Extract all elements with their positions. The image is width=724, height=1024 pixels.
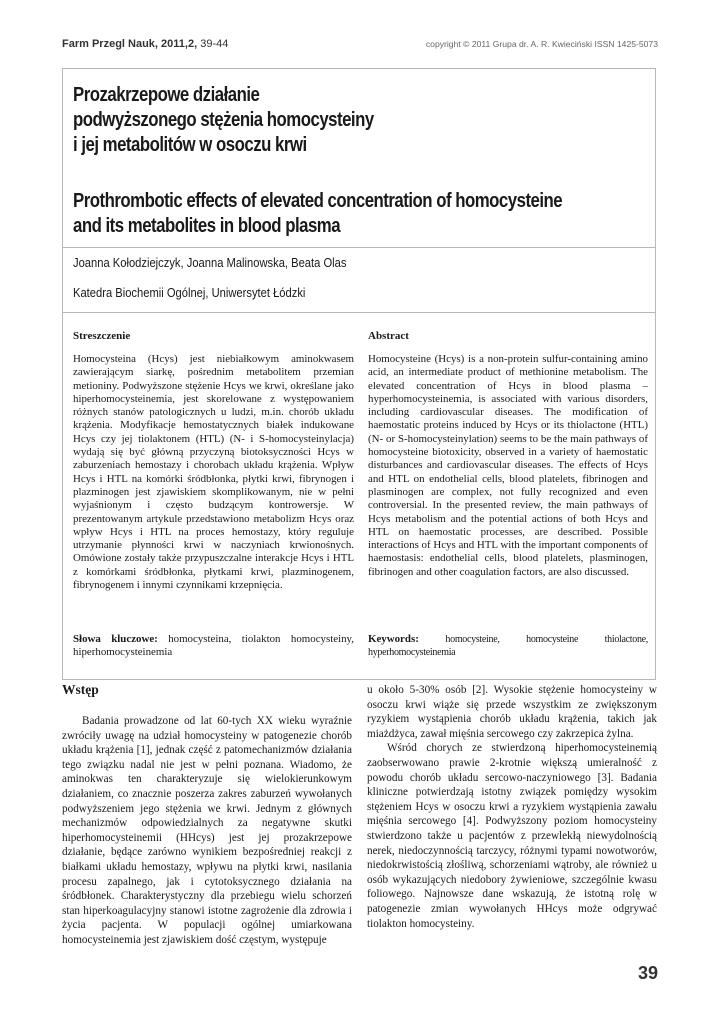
abstract-heading: Abstract	[368, 330, 409, 342]
page-range: 39-44	[200, 38, 229, 50]
title-polish-line: Prozakrzepowe działanie	[73, 84, 260, 106]
journal-citation	[62, 38, 228, 50]
abstract-body: Homocysteine (Hcys) is a non-protein sulfur-containing amino acid, an intermediate product of methionine metabolism. The elevated concentration of Hcys in blood plasma – hyperhomocysteinemia, is associated with various disorders, including cardiovascular diseases. The modification of haemostatic proteins induced by Hcys or its thiolactone (HTL) (N- or S-homocysteinylation) seems to be the main pathways of homocysteine biotoxicity, observed in a variety of haemostatic disturbances and cardiovascular diseases. The effects of Hcys and HTL on endothelial cells, blood platelets, fibrinogen and plasminogen are complex, not fully recognized and even controversial. In the presented review, the main pathways of Hcys metabolism and the potential actions of both Hcys and HTL on haemostatic processes, are described. Possible interactions of Hcys and HTL with the important components of haemostasis: endothelial cells, blood platelets, plasminogen, fibrinogen and other coagulation factors, are also discussed.	[368, 353, 648, 578]
section-heading-intro: Wstęp	[62, 682, 99, 697]
title-polish	[73, 83, 627, 158]
keywords-label: Słowa kluczowe:	[73, 633, 158, 645]
streszczenie-keywords	[73, 633, 354, 660]
body-column-right	[367, 683, 657, 931]
affiliation: Katedra Biochemii Ogólnej, Uniwersytet Łódzki	[73, 285, 306, 300]
paragraph: u około 5-30% osób [2]. Wysokie stężenie homocysteiny w osoczu krwi wiąże się przede wszystkim ze zwiększonym ryzykiem wystąpienia chorób układu krążenia, takich jak miażdżyca, zawał mięśnia sercowego czy zakrzepica żylna.	[367, 684, 657, 740]
page-number: 39	[637, 963, 658, 983]
streszczenie-heading: Streszczenie	[73, 330, 131, 342]
title-polish-line: podwyższonego stężenia homocysteiny	[73, 109, 374, 131]
title-english	[73, 189, 644, 239]
divider	[63, 312, 655, 313]
abstract-keywords	[368, 633, 648, 660]
keywords-text: homocysteina, tiolakton homocysteiny, hiperhomocysteinemia	[73, 633, 355, 659]
streszczenie-body: Homocysteina (Hcys) jest niebiałkowym aminokwasem zawierającym siarkę, pośrednim metabolitem przemian metioniny. Podwyższone stężenie Hcys we krwi, określane jako hiperhomocysteinemia, jest skorelowane z występowaniem różnych stanów patologicznych u ludzi, m.in. chorób układu krążenia. Modyfikacje hemostatycznych białek indukowane Hcys czy jej tiolaktonem (HTL) (N- i S-homocysteinylacja) wydają się być główną przyczyną biotoksyczności Hcys w zaburzeniach hemostazy i chorobach układu krążenia. Wpływ Hcys i HTL na komórki śródbłonka, płytki krwi, fibrynogen i plazminogen jest zjawiskiem skomplikowanym, nie w pełni wyjaśnionym i często budzącym kontrowersje. W prezentowanym artykule przedstawiono metabolizm Hcys oraz wpływ Hcys i HTL na proces hemostazy, który reguluje utrzymanie płynności krwi w naczyniach krwionośnych. Omówione zostały także przypuszczalne interakcje Hcys i HTL z komórkami śródbłonka, płytkami krwi, plazminogenem, fibrynogenem i innymi czynnikami krzepnięcia.	[73, 353, 354, 592]
paragraph: Badania prowadzone od lat 60-tych XX wieku wyraźnie zwróciły uwagę na udział homocysteiny w patogenezie chorób układu krążenia [1], jednak część z patomechanizmów działania tego związku nadal nie jest w pełni poznana. Wiadomo, że aminokwas ten charakteryzuje się wielokierunkowym działaniem, co znacznie poszerza zakres zaburzeń wywołanych podwyższeniem jego stężenia we krwi. Jednym z głównych mechanizmów odpowiedzialnych za negatywne skutki hiperhomocysteinemii (HHcys) jest jej prozakrzepowe działanie, będące zarówno wynikiem bezpośredniej reakcji z białkami układu hemostazy, wpływu na płytki krwi, nasilania procesu zapalnego, jak i cytotoksycznego działania na śródbłonek. Charakterystyczny dla przebiegu wielu schorzeń stan hiperkoagulacyjny stanowi istotne zagrożenie dla zdrowia i życia pacjenta. W populacji ogólnej umiarkowana homocysteinemia jest zjawiskiem dość częstym, występuje	[62, 715, 352, 946]
authors: Joanna Kołodziejczyk, Joanna Malinowska, Beata Olas	[73, 255, 347, 270]
title-english-line: and its metabolites in blood plasma	[73, 215, 341, 237]
paragraph: Wśród chorych ze stwierdzoną hiperhomocysteinemią zaobserwowano prawie 2-krotnie większą umieralność z powodu chorób układu sercowo-naczyniowego [3]. Badania kliniczne potwierdzają istotny związek pomiędzy wysokim stężeniem Hcys w osoczu krwi a ryzykiem wystąpienia zawału mięśnia sercowego [4]. Podwyższony poziom homocysteiny stwierdzono także u pacjentów z przewlekłą niewydolnością nerek, niedoczynnością tarczycy, różnymi typami nowotworów, niedokrwistością złośliwą, schorzeniami wątroby, ale również u osób wykazujących niedobory żywieniowe, szczególnie kwasu foliowego. Najnowsze dane wskazują, że istotną rolę w patogenezie zmian wywołanych HHcys może odgrywać tiolakton homocysteiny.	[367, 742, 657, 930]
running-header	[62, 38, 658, 52]
keywords-text: homocysteine, homocysteine thiolactone, hyperhomocysteinemia	[368, 634, 648, 659]
divider	[63, 247, 655, 248]
body-column-left	[62, 714, 352, 948]
copyright-notice: copyright © 2011 Grupa dr. A. R. Kwieciński ISSN 1425-5073	[425, 39, 658, 49]
title-english-line: Prothrombotic effects of elevated concentration of homocysteine	[73, 190, 563, 212]
title-abstract-box	[62, 68, 656, 680]
journal-name: Farm Przegl Nauk, 2011,2,	[62, 38, 198, 50]
keywords-label: Keywords:	[368, 633, 419, 645]
title-polish-line: i jej metabolitów w osoczu krwi	[73, 134, 307, 156]
